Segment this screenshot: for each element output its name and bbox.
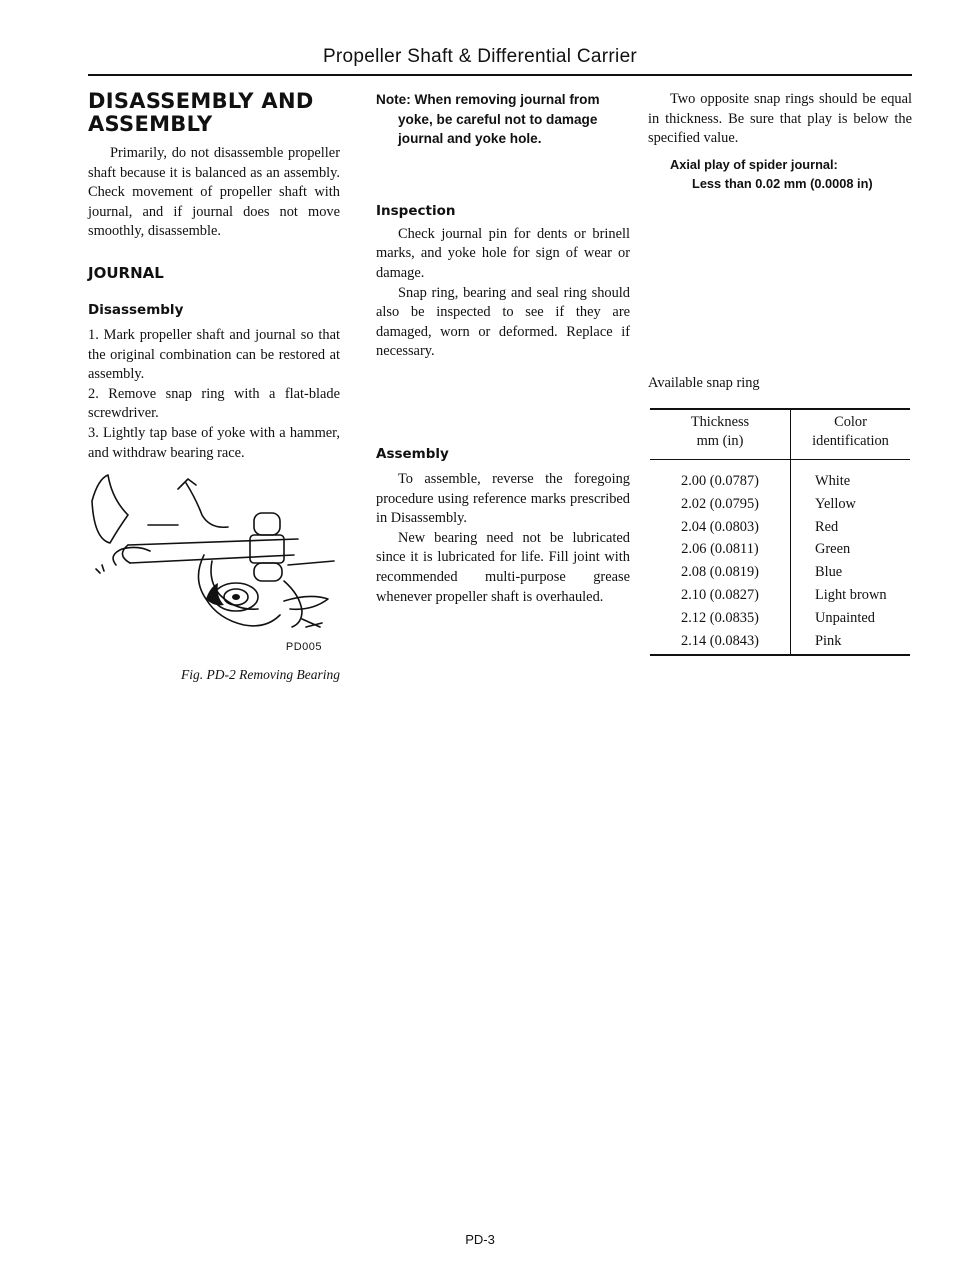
inspection-paragraph-2: Snap ring, bearing and seal ring should also be inspected to see if they are damaged, worn or deformed. Replace if necessary. bbox=[376, 284, 630, 360]
page-header-title: Propeller Shaft & Differential Carrier bbox=[322, 46, 638, 67]
axial-play-label: Axial play of spider journal: bbox=[670, 156, 838, 172]
main-heading-line2: ASSEMBLY bbox=[88, 112, 213, 136]
figure-removing-bearing bbox=[88, 469, 340, 699]
figure-caption: Fig. PD-2 Removing Bearing bbox=[181, 667, 340, 683]
snap-ring-table-label: Available snap ring bbox=[648, 375, 760, 391]
main-heading-line1: DISASSEMBLY AND bbox=[88, 89, 314, 113]
cell-thickness: 2.02 (0.0795) bbox=[650, 493, 791, 516]
header-thickness-line2: mm (in) bbox=[696, 433, 744, 449]
table-row bbox=[650, 493, 910, 516]
table-row bbox=[650, 630, 910, 656]
cell-thickness: 2.10 (0.0827) bbox=[650, 584, 791, 607]
note-line1: Note: When removing journal from bbox=[376, 92, 600, 107]
cell-thickness: 2.06 (0.0811) bbox=[650, 538, 791, 561]
step-1: 1. Mark propeller shaft and journal so that the original combination can be restored at assembly. bbox=[88, 326, 340, 383]
table-row bbox=[650, 561, 910, 584]
hammer-yoke-illustration bbox=[88, 469, 340, 669]
cell-thickness: 2.14 (0.0843) bbox=[650, 630, 791, 656]
table-header-row bbox=[650, 409, 910, 460]
note-paragraph bbox=[376, 90, 630, 149]
cell-color: Blue bbox=[815, 564, 843, 581]
inspection-paragraph-1: Check journal pin for dents or brinell marks, and yoke hole for sign of wear or damage. bbox=[376, 225, 630, 281]
cell-color: Unpainted bbox=[815, 609, 875, 626]
axial-play-value: Less than 0.02 mm (0.0008 in) bbox=[692, 175, 873, 191]
table-row bbox=[650, 607, 910, 630]
cell-color: Light brown bbox=[815, 586, 887, 603]
page-number: PD-3 bbox=[465, 1232, 495, 1247]
cell-thickness: 2.08 (0.0819) bbox=[650, 561, 791, 584]
step-2: 2. Remove snap ring with a flat-blade screwdriver. bbox=[88, 385, 340, 422]
cell-color: Green bbox=[815, 541, 851, 558]
snap-ring-paragraph: Two opposite snap rings should be equal in thickness. Be sure that play is below the specified value. bbox=[648, 91, 912, 147]
figure-code: PD005 bbox=[285, 641, 322, 654]
header-thickness bbox=[650, 409, 791, 460]
cell-thickness: 2.04 (0.0803) bbox=[650, 516, 791, 539]
table-row bbox=[650, 538, 910, 561]
table-row bbox=[650, 516, 910, 539]
snap-ring-table bbox=[650, 408, 910, 656]
cell-color: Red bbox=[815, 518, 839, 535]
cell-color: Pink bbox=[815, 632, 842, 649]
disassembly-heading: Disassembly bbox=[88, 301, 184, 318]
table-row bbox=[650, 584, 910, 607]
main-heading bbox=[88, 90, 340, 136]
step-3: 3. Lightly tap base of yoke with a hammer, and withdraw bearing race. bbox=[88, 424, 340, 461]
column-left bbox=[88, 90, 340, 699]
cell-color: Yellow bbox=[815, 495, 856, 512]
header-rule bbox=[88, 74, 912, 76]
inspection-heading: Inspection bbox=[376, 202, 456, 219]
journal-heading: JOURNAL bbox=[88, 263, 164, 282]
intro-paragraph: Primarily, do not disassemble propeller shaft because it is balanced as an assembly. Check movement of propeller shaft with journal, and if journal does not move smoothly, disassemble. bbox=[88, 145, 340, 240]
header-thickness-line1: Thickness bbox=[690, 414, 750, 430]
header-color-line2: identification bbox=[812, 433, 889, 449]
assembly-paragraph-1: To assemble, reverse the foregoing procedure using reference marks prescribed in Disassembly. bbox=[376, 470, 630, 527]
cell-color: White bbox=[815, 473, 851, 489]
header-color-line1: Color bbox=[834, 414, 867, 430]
header-color bbox=[791, 409, 911, 460]
assembly-heading: Assembly bbox=[376, 445, 449, 462]
assembly-paragraph-2: New bearing need not be lubricated since it is lubricated for life. Fill joint with recommended multi-purpose grease whenever propeller shaft is overhauled. bbox=[376, 529, 630, 605]
cell-thickness: 2.00 (0.0787) bbox=[650, 460, 791, 493]
column-right bbox=[648, 90, 912, 191]
cell-thickness: 2.12 (0.0835) bbox=[650, 607, 791, 630]
table-row bbox=[650, 460, 910, 493]
column-middle bbox=[376, 90, 630, 607]
note-rest: yoke, be careful not to damage journal and yoke hole. bbox=[398, 111, 598, 147]
